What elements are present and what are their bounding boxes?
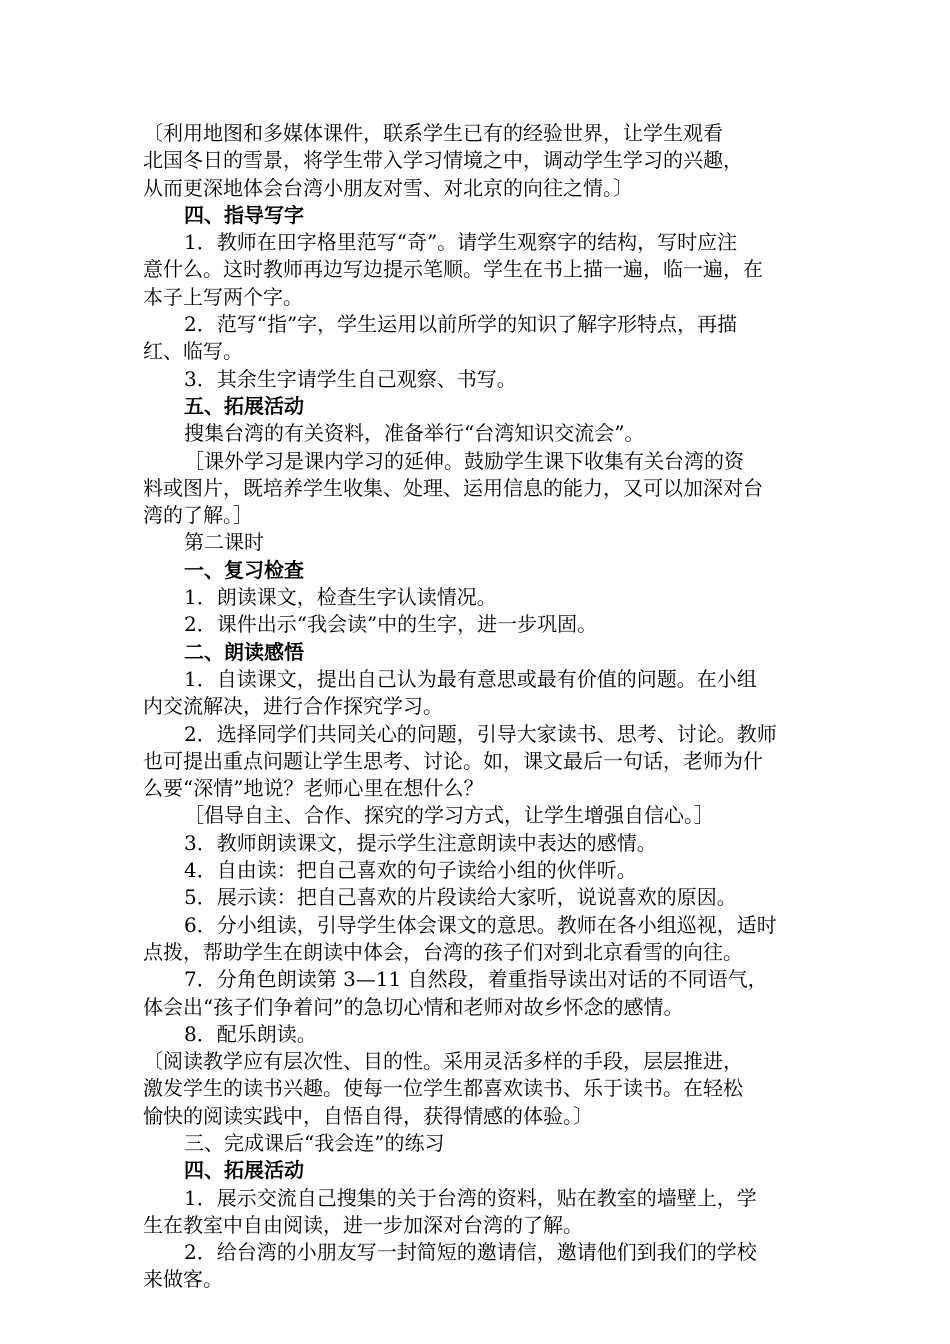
paragraph-line: 2．课件出示“我会读”中的生字，进一步巩固。 <box>184 612 598 637</box>
paragraph-line: 来做客。 <box>143 1267 223 1292</box>
section-heading: 五、拓展活动 <box>184 393 304 418</box>
teaching-note-line: ［课外学习是课内学习的延伸。鼓励学生课下收集有关台湾的资 <box>184 448 744 473</box>
teaching-note-line: ［倡导自主、合作、探究的学习方式，让学生增强自信心。］ <box>184 803 714 828</box>
paragraph-line: 2．给台湾的小朋友写一封简短的邀请信，邀请他们到我们的学校 <box>184 1240 757 1265</box>
teaching-note-line: 愉快的阅读实践中，自悟自得，获得情感的体验。〕 <box>143 1103 593 1128</box>
paragraph-line: 8．配乐朗读。 <box>184 1021 317 1046</box>
paragraph-line: 本子上写两个字。 <box>143 284 303 309</box>
paragraph-line: 搜集台湾的有关资料，准备举行“台湾知识交流会”。 <box>184 421 645 446</box>
paragraph-line: 2．范写“指”字，学生运用以前所学的知识了解字形特点，再描 <box>184 312 738 337</box>
paragraph-line: 5．展示读：把自己喜欢的片段读给大家听，说说喜欢的原因。 <box>184 885 737 910</box>
paragraph-line: 内交流解决，进行合作探究学习。 <box>143 694 443 719</box>
teaching-note-line: 湾的了解。］ <box>143 503 253 528</box>
subsection-title: 第二课时 <box>184 530 264 555</box>
teaching-note-line: 北国冬日的雪景，将学生带入学习情境之中，调动学生学习的兴趣， <box>143 148 743 173</box>
section-heading: 一、复习检查 <box>184 557 304 582</box>
paragraph-line: 2．选择同学们共同关心的问题，引导大家读书、思考、讨论。教师 <box>184 721 777 746</box>
paragraph-line: 么要“深情”地说？老师心里在想什么？ <box>143 776 484 801</box>
paragraph-line: 3．教师朗读课文，提示学生注意朗读中表达的感情。 <box>184 830 657 855</box>
paragraph-line: 生在教室中自由阅读，进一步加深对台湾的了解。 <box>143 1212 583 1237</box>
section-heading: 四、拓展活动 <box>184 1158 304 1183</box>
paragraph-line: 7．分角色朗读第 3—11 自然段，着重指导读出对话的不同语气， <box>184 967 768 992</box>
section-heading: 四、指导写字 <box>184 202 304 227</box>
paragraph-line: 4．自由读：把自己喜欢的句子读给小组的伙伴听。 <box>184 858 637 883</box>
document-body <box>143 120 811 1294</box>
teaching-note-line: 从而更深地体会台湾小朋友对雪、对北京的向往之情。〕 <box>143 175 633 200</box>
paragraph-line: 3．其余生字请学生自己观察、书写。 <box>184 366 517 391</box>
paragraph-line: 意什么。这时教师再边写边提示笔顺。学生在书上描一遍，临一遍，在 <box>143 257 763 282</box>
subsection-title: 三、完成课后“我会连”的练习 <box>184 1130 445 1155</box>
paragraph-line: 红、临写。 <box>143 339 243 364</box>
teaching-note-line: 〔利用地图和多媒体课件，联系学生已有的经验世界，让学生观看 <box>143 121 723 145</box>
teaching-note-line: 料或图片，既培养学生收集、处理、运用信息的能力，又可以加深对台 <box>143 475 763 500</box>
paragraph-line: 1．展示交流自己搜集的关于台湾的资料，贴在教室的墙壁上，学 <box>184 1185 757 1210</box>
teaching-note-line: 〔阅读教学应有层次性、目的性。采用灵活多样的手段，层层推进， <box>143 1049 743 1074</box>
paragraph-line: 也可提出重点问题让学生思考、讨论。如，课文最后一句话，老师为什 <box>143 748 763 773</box>
paragraph-line: 点拨，帮助学生在朗读中体会，台湾的孩子们对到北京看雪的向往。 <box>143 939 743 964</box>
paragraph-line: 1．教师在田字格里范写“奇”。请学生观察字的结构，写时应注 <box>184 230 738 255</box>
section-heading: 二、朗读感悟 <box>184 639 304 664</box>
teaching-note-line: 激发学生的读书兴趣。使每一位学生都喜欢读书、乐于读书。在轻松 <box>143 1076 743 1101</box>
paragraph-line: 1．自读课文，提出自己认为最有意思或最有价值的问题。在小组 <box>184 666 757 691</box>
paragraph-line: 体会出“孩子们争着问”的急切心情和老师对故乡怀念的感情。 <box>143 994 684 1019</box>
paragraph-line: 6．分小组读，引导学生体会课文的意思。教师在各小组巡视，适时 <box>184 912 777 937</box>
paragraph-line: 1．朗读课文，检查生字认读情况。 <box>184 585 497 610</box>
